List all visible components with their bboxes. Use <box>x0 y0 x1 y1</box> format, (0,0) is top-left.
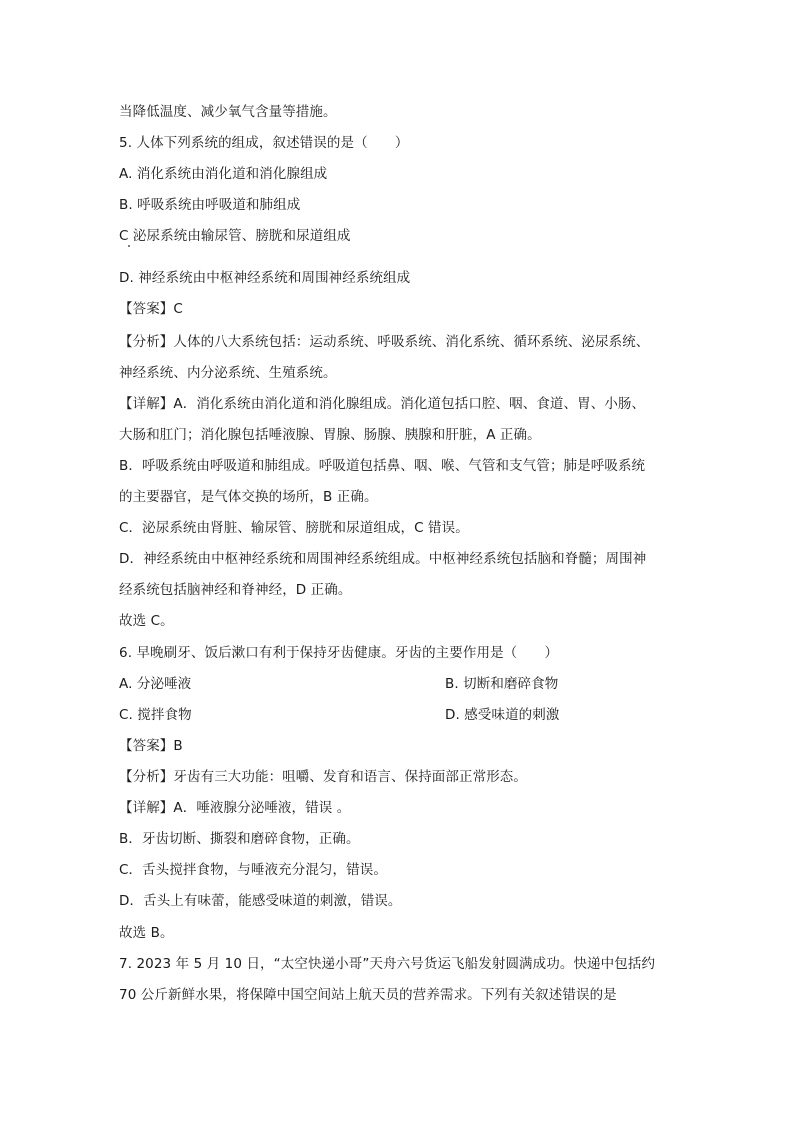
q6-answer: 【答案】B <box>119 738 183 754</box>
question-6-stem: 6. 早晚刷牙、饭后漱口有利于保持牙齿健康。牙齿的主要作用是（ ） <box>119 645 559 661</box>
q5-detail-cont: 大肠和肛门；消化腺包括唾液腺、胃腺、肠腺、胰腺和肝脏，A 正确。 <box>119 427 541 443</box>
q5-detail-b-cont: 的主要器官，是气体交换的场所，B 正确。 <box>119 489 378 505</box>
q6-detail-d: D．舌头上有味蕾，能感受味道的刺激，错误。 <box>119 893 402 909</box>
question-5-stem: 5. 人体下列系统的组成，叙述错误的是（ ） <box>119 135 409 151</box>
q6-option-c: C. 搅拌食物 <box>119 707 192 723</box>
q6-option-b: B. 切断和磨碎食物 <box>445 676 559 692</box>
q6-detail-b: B．牙齿切断、撕裂和磨碎食物，正确。 <box>119 831 360 847</box>
q5-detail-d-cont: 经系统包括脑神经和脊神经，D 正确。 <box>119 582 352 598</box>
q5-option-c: C 泌尿系统由输尿管、膀胱和尿道组成 <box>119 228 351 244</box>
q5-detail-d: D．神经系统由中枢神经系统和周围神经系统组成。中枢神经系统包括脑和脊髓；周围神 <box>119 551 647 567</box>
question-7-stem-cont: 70 公斤新鲜水果，将保障中国空间站上航天员的营养需求。下列有关叙述错误的是 <box>119 987 617 1003</box>
q5-detail-b: B．呼吸系统由呼吸道和肺组成。呼吸道包括鼻、咽、喉、气管和支气管；肺是呼吸系统 <box>119 458 646 474</box>
q6-detail-c: C．舌头搅拌食物，与唾液充分混匀，错误。 <box>119 862 387 878</box>
question-7-stem: 7. 2023 年 5 月 10 日，“太空快递小哥”天舟六号货运飞船发射圆满成功。快递中包括约 <box>119 956 656 972</box>
q5-answer: 【答案】C <box>119 301 183 317</box>
q6-detail-a: 【详解】A．唾液腺分泌唾液，错误 。 <box>119 800 351 816</box>
q6-choice: 故选 B。 <box>119 925 174 941</box>
q5-analysis: 【分析】人体的八大系统包括：运动系统、呼吸系统、消化系统、循环系统、泌尿系统、 <box>119 334 650 350</box>
q5-choice: 故选 C。 <box>119 613 174 629</box>
text-line: 当降低温度、减少氧气含量等措施。 <box>119 104 337 120</box>
q5-option-b: B. 呼吸系统由呼吸道和肺组成 <box>119 197 301 213</box>
q5-option-a: A. 消化系统由消化道和消化腺组成 <box>119 166 328 182</box>
q5-option-d: D. 神经系统由中枢神经系统和周围神经系统组成 <box>119 270 411 286</box>
stray-mark <box>128 245 130 247</box>
q5-detail: 【详解】A．消化系统由消化道和消化腺组成。消化道包括口腔、咽、食道、胃、小肠、 <box>119 396 646 412</box>
q5-detail-c: C．泌尿系统由肾脏、输尿管、膀胱和尿道组成，C 错误。 <box>119 520 469 536</box>
q6-analysis: 【分析】牙齿有三大功能：咀嚼、发育和语言、保持面部正常形态。 <box>119 769 527 785</box>
q5-analysis-cont: 神经系统、内分泌系统、生殖系统。 <box>119 365 337 381</box>
q6-option-d: D. 感受味道的刺激 <box>445 707 560 723</box>
q6-option-a: A. 分泌唾液 <box>119 676 192 692</box>
